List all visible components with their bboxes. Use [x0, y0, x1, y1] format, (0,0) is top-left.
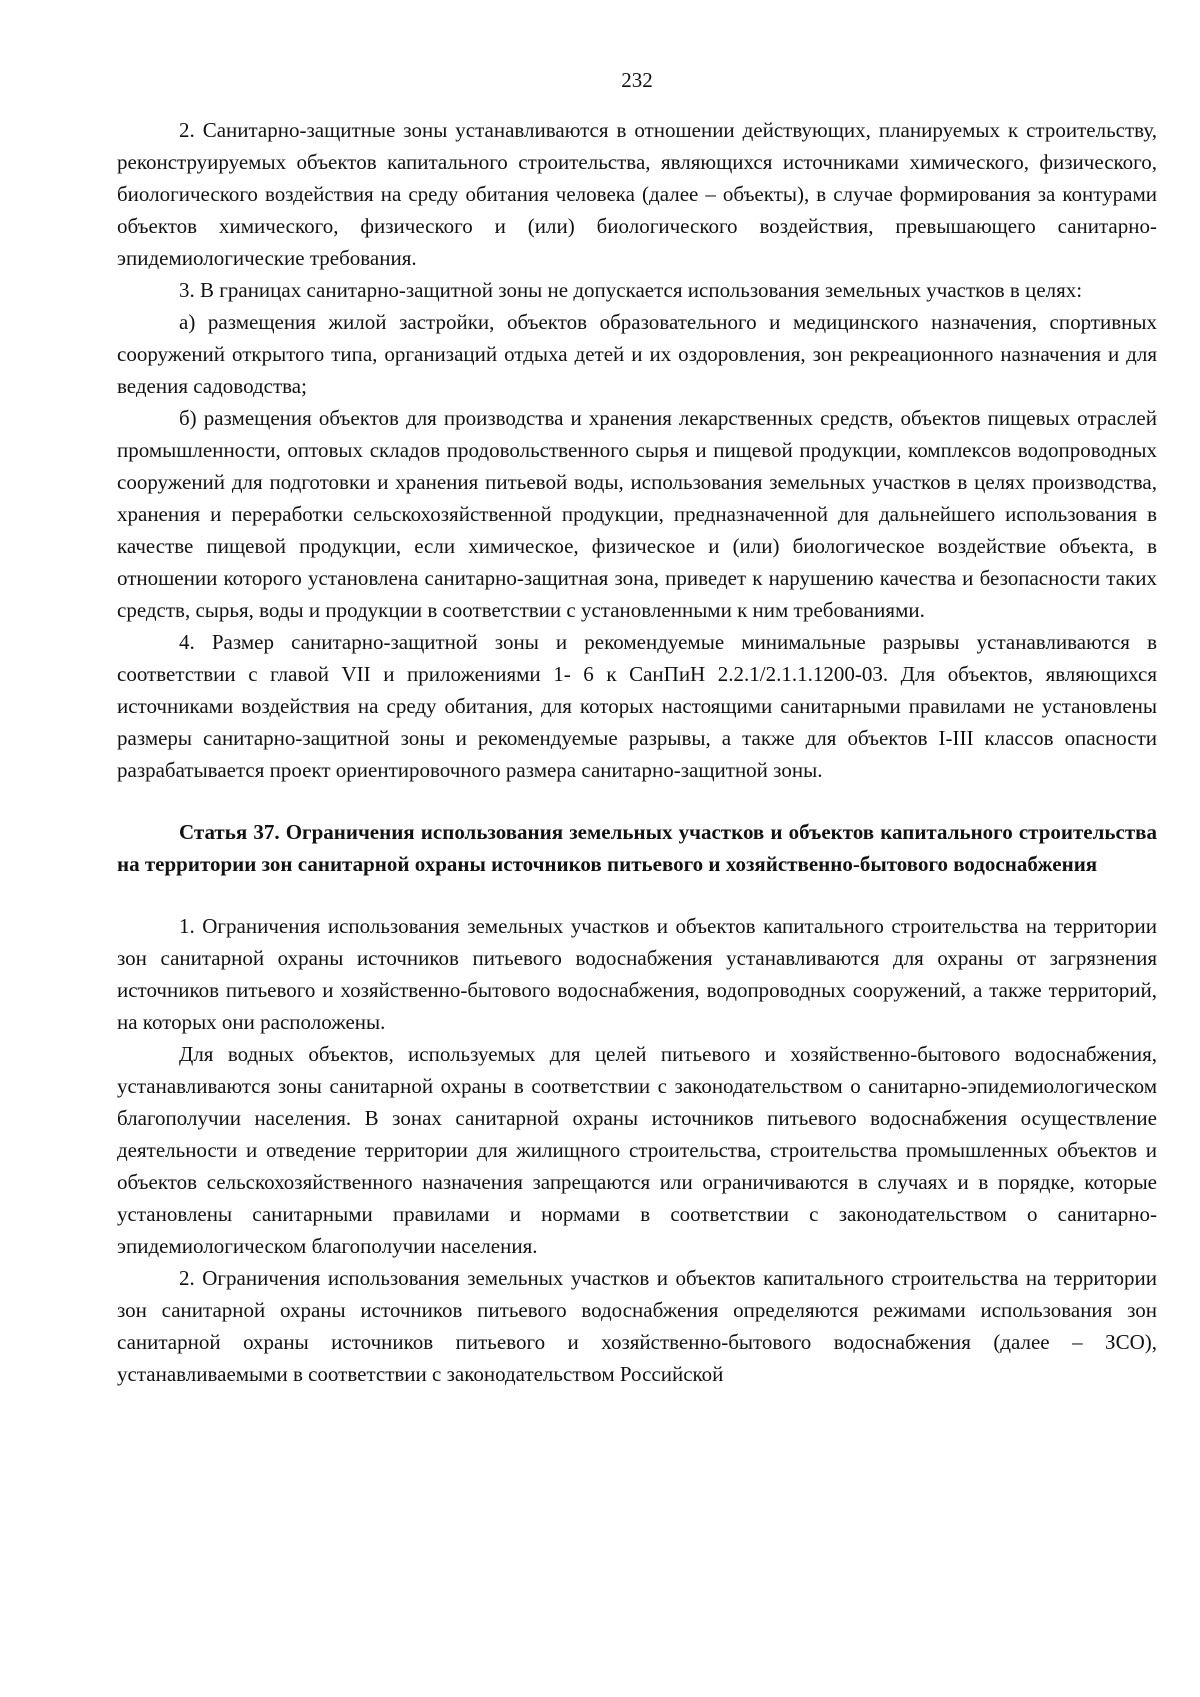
paragraph-szz-3b: б) размещения объектов для производства и хранения лекарственных средств, объектов пищевых отраслей промышленности, оптовых складов продовольственного сырья и пищевой продукции, комплексов водопроводных сооружений для подготовки и хранения питьевой воды, использования земельных участков в целях производства, хранения и переработки сельскохозяйственной продукции, предназначенной для дальнейшего использования в качестве пищевой продукции, если химическое, физическое и (или) биологическое воздействие объекта, в отношении которого установлена санитарно-защитная зона, приведет к нарушению качества и безопасности таких средств, сырья, воды и продукции в соответствии с установленными к ним требованиями. [117, 406, 1157, 622]
page-number: 232 [621, 68, 653, 92]
article-37-heading: Статья 37. Ограничения использования земельных участков и объектов капитального строительства на территории зон санитарной охраны источников питьевого и хозяйственно-бытового водоснабжения [117, 820, 1157, 876]
paragraph-szz-3a: а) размещения жилой застройки, объектов образовательного и медицинского назначения, спортивных сооружений открытого типа, организаций отдыха детей и их оздоровления, зон рекреационного назначения и для ведения садоводства; [117, 310, 1157, 398]
paragraph-szz-3: 3. В границах санитарно-защитной зоны не допускается использования земельных участков в целях: [179, 278, 1083, 302]
paragraph-zso-water-objects: Для водных объектов, используемых для целей питьевого и хозяйственно-бытового водоснабжения, устанавливаются зоны санитарной охраны в соответствии с законодательством о санитарно-эпидемиологическом благополучии населения. В зонах санитарной охраны источников питьевого водоснабжения осуществление деятельности и отведение территории для жилищного строительства, строительства промышленных объектов и объектов сельскохозяйственного назначения запрещаются или ограничиваются в случаях и в порядке, которые установлены санитарными правилами и нормами в соответствии с законодательством о санитарно-эпидемиологическом благополучии населения. [117, 1042, 1157, 1258]
paragraph-zso-2: 2. Ограничения использования земельных участков и объектов капитального строительства на территории зон санитарной охраны источников питьевого водоснабжения определяются режимами использования зон санитарной охраны источников питьевого и хозяйственно-бытового водоснабжения (далее – ЗСО), устанавливаемыми в соответствии с законодательством Российской [117, 1266, 1157, 1386]
paragraph-zso-1: 1. Ограничения использования земельных участков и объектов капитального строительства на территории зон санитарной охраны источников питьевого водоснабжения устанавливаются для охраны от загрязнения источников питьевого и хозяйственно-бытового водоснабжения, водопроводных сооружений, а также территорий, на которых они расположены. [117, 914, 1157, 1034]
paragraph-szz-2: 2. Санитарно-защитные зоны устанавливаются в отношении действующих, планируемых к строительству, реконструируемых объектов капитального строительства, являющихся источниками химического, физического, биологического воздействия на среду обитания человека (далее – объекты), в случае формирования за контурами объектов химического, физического и (или) биологического воздействия, превышающего санитарно-эпидемиологические требования. [117, 118, 1157, 270]
document-page [117, 68, 1157, 1390]
paragraph-szz-4: 4. Размер санитарно-защитной зоны и рекомендуемые минимальные разрывы устанавливаются в соответствии с главой VII и приложениями 1- 6 к СанПиН 2.2.1/2.1.1.1200-03. Для объектов, являющихся источниками воздействия на среду обитания, для которых настоящими санитарными правилами не установлены размеры санитарно-защитной зоны и рекомендуемые разрывы, а также для объектов I-III классов опасности разрабатывается проект ориентировочного размера санитарно-защитной зоны. [117, 630, 1157, 782]
